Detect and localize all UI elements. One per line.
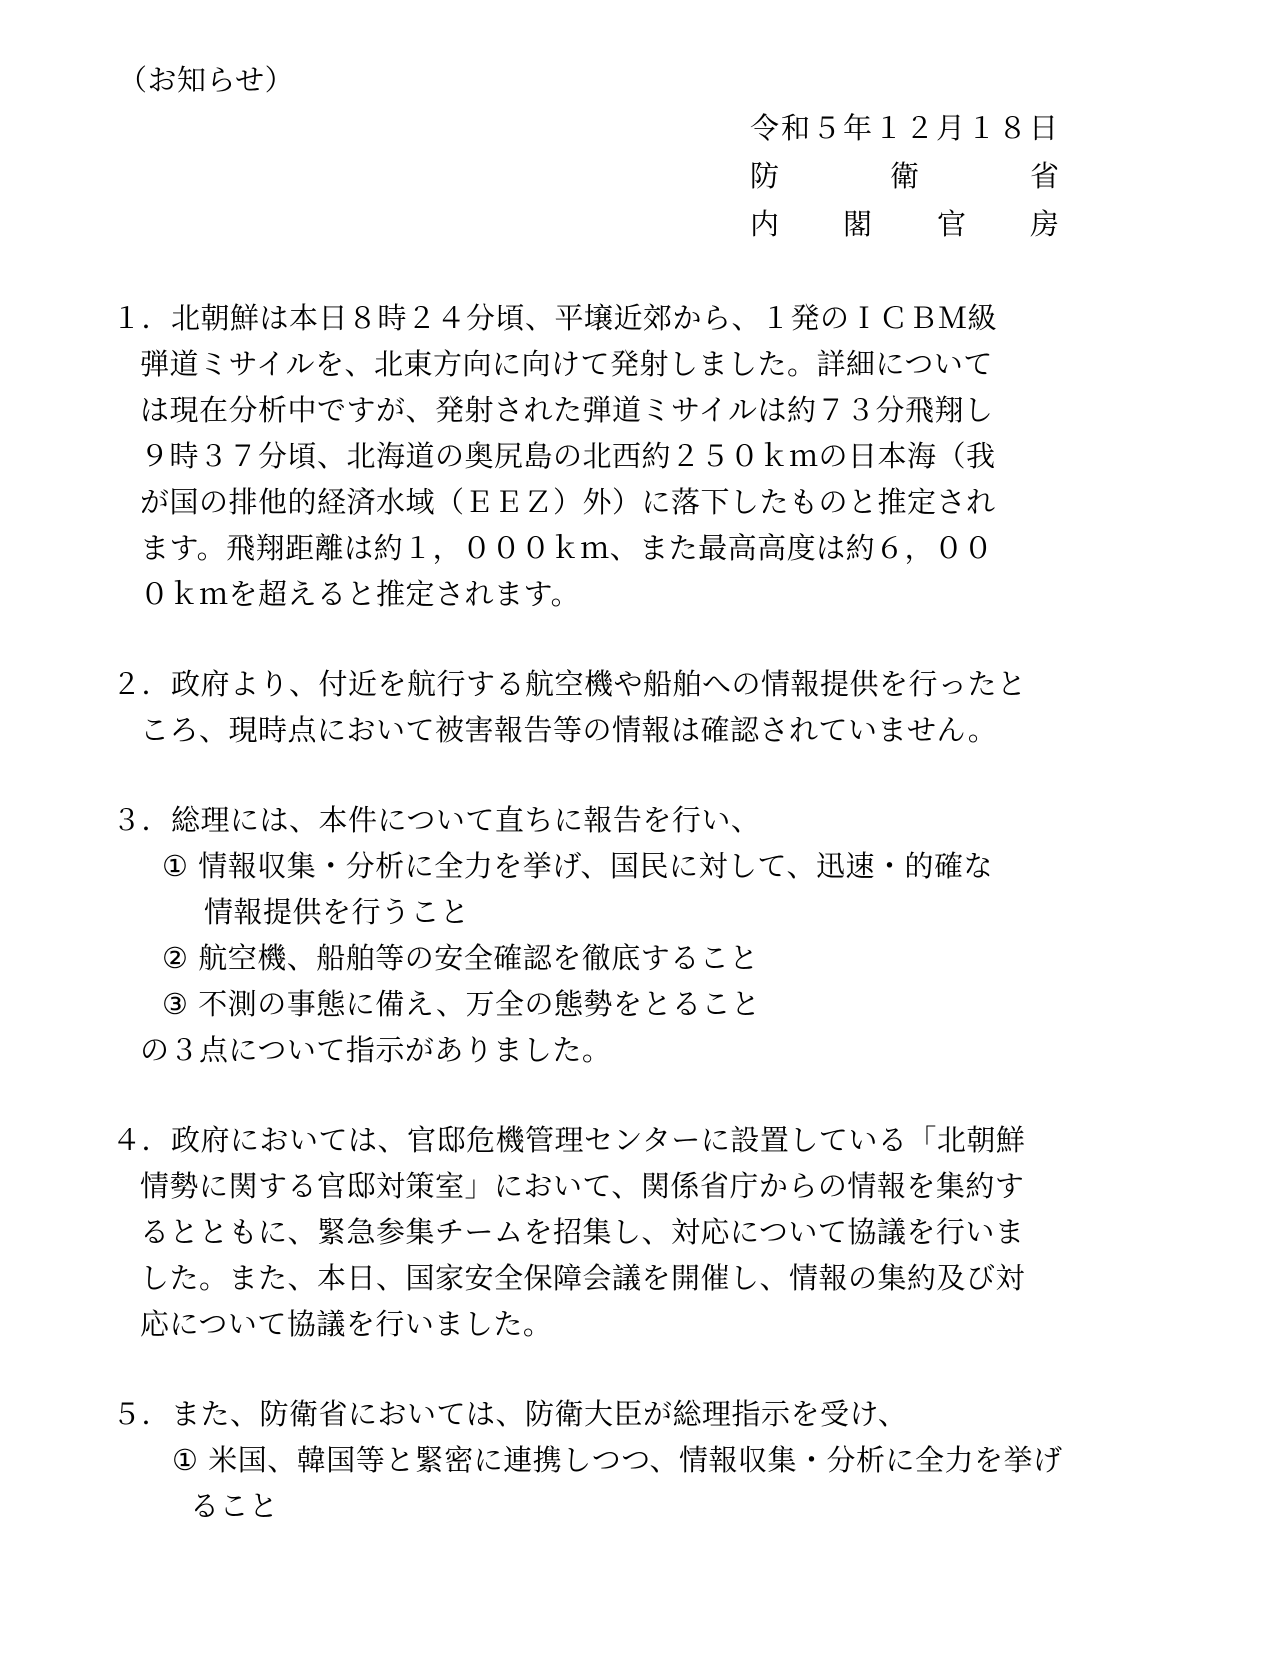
paragraph-line: 弾道ミサイルを、北東方向に向けて発射しました。詳細について (140, 347, 993, 381)
paragraph-line: が国の排他的経済水域（ＥＥＺ）外）に落下したものと推定され (140, 485, 996, 519)
paragraph-line: １．北朝鮮は本日８時２４分頃、平壌近郊から、１発のＩＣＢＭ級 (112, 301, 998, 335)
instruction-item: ① 米国、韓国等と緊密に連携しつつ、情報収集・分析に全力を挙げ (172, 1443, 1063, 1477)
document-date: 令和５年１２月１８日 (750, 111, 1061, 145)
paragraph-line: は現在分析中ですが、発射された弾道ミサイルは約７３分飛翔し (140, 393, 994, 427)
instruction-item-continuation: ること (190, 1489, 279, 1523)
issuer-char: 内 (750, 207, 780, 241)
instruction-item: ③ 不測の事態に備え、万全の態勢をとること (162, 987, 761, 1021)
issuer-char: 房 (1030, 207, 1060, 241)
paragraph-line: ３．総理には、本件について直ちに報告を行い、 (112, 803, 761, 837)
issuer-char: 衛 (890, 159, 920, 193)
paragraph-line: ます。飛翔距離は約１，０００ｋｍ、また最高高度は約６，００ (140, 531, 994, 565)
paragraph-line: ５．また、防衛省においては、防衛大臣が総理指示を受け、 (112, 1397, 908, 1431)
issuer-char: 省 (1030, 159, 1060, 193)
notice-label: （お知らせ） (118, 63, 295, 97)
paragraph-line: した。また、本日、国家安全保障会議を開催し、情報の集約及び対 (140, 1261, 1026, 1295)
paragraph-line: るとともに、緊急参集チームを招集し、対応について協議を行いま (140, 1215, 1025, 1249)
paragraph-line: ころ、現時点において被害報告等の情報は確認されていません。 (140, 713, 998, 747)
issuer-char: 官 (937, 207, 967, 241)
issuer-char: 閣 (843, 207, 873, 241)
instruction-item: ① 情報収集・分析に全力を挙げ、国民に対して、迅速・的確な (162, 849, 993, 883)
issuer-char: 防 (750, 159, 780, 193)
instruction-item-continuation: 情報提供を行うこと (204, 895, 470, 929)
paragraph-line: の３点について指示がありました。 (140, 1033, 612, 1067)
paragraph-line: ２．政府より、付近を航行する航空機や船舶への情報提供を行ったと (112, 667, 1027, 701)
paragraph-line: 情勢に関する官邸対策室」において、関係省庁からの情報を集約す (140, 1169, 1025, 1203)
instruction-item: ② 航空機、船舶等の安全確認を徹底すること (162, 941, 759, 975)
paragraph-line: 応について協議を行いました。 (140, 1307, 553, 1341)
paragraph-line: ０ｋｍを超えると推定されます。 (140, 577, 581, 611)
paragraph-line: ４．政府においては、官邸危機管理センターに設置している「北朝鮮 (112, 1123, 1026, 1157)
paragraph-line: ９時３７分頃、北海道の奥尻島の北西約２５０ｋｍの日本海（我 (140, 439, 996, 473)
